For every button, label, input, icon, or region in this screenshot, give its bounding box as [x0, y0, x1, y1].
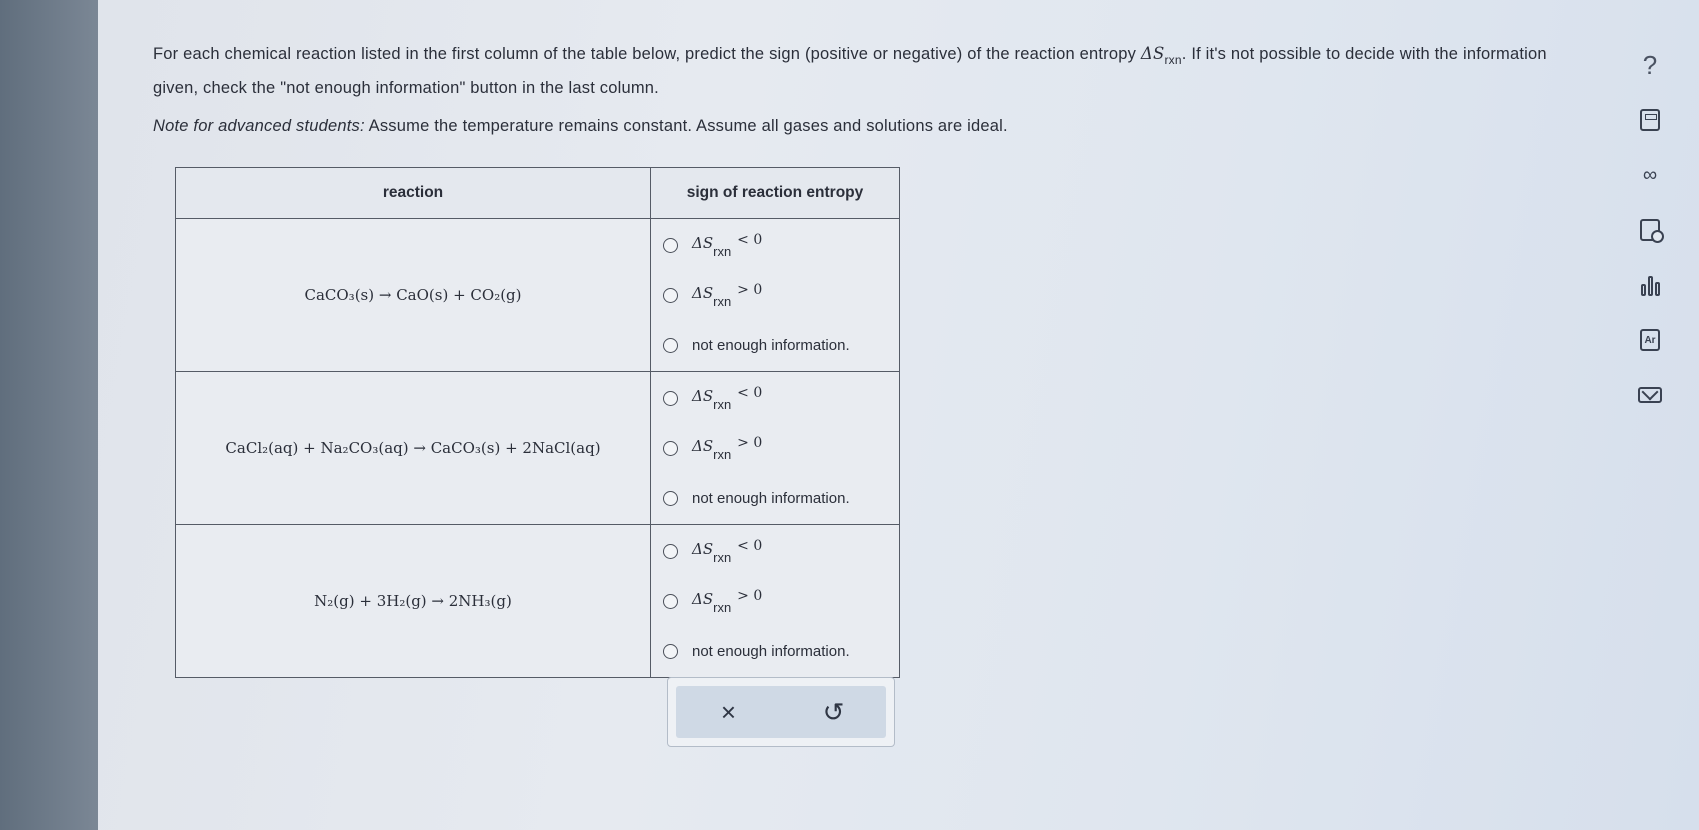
undo-button[interactable]: ↺	[822, 696, 845, 727]
action-bar-inner	[676, 686, 886, 738]
advanced-note	[153, 112, 1573, 140]
delta-s-label: ΔSrxn< 0	[692, 537, 763, 565]
delta-s-label: ΔSrxn< 0	[692, 231, 763, 259]
radio-button[interactable]	[663, 491, 678, 506]
delta-s-label: ΔSrxn> 0	[692, 434, 763, 462]
table-row	[176, 372, 900, 525]
delta-s-symbol: $\Delta S_{rxn}$	[1140, 44, 1182, 67]
radio-button[interactable]	[663, 288, 678, 303]
delta-s-label: ΔSrxn> 0	[692, 281, 763, 309]
reaction-cell: N₂(g) + 3H₂(g) → 2NH₃(g)	[176, 525, 651, 678]
calculator-icon[interactable]	[1635, 105, 1665, 135]
radio-button[interactable]	[663, 238, 678, 253]
answer-action-bar	[667, 677, 895, 747]
radio-button[interactable]	[663, 391, 678, 406]
option-label: not enough information.	[692, 489, 850, 507]
option-label: not enough information.	[692, 336, 850, 354]
radio-button[interactable]	[663, 441, 678, 456]
option-not-enough-info[interactable]	[663, 626, 899, 676]
note-label: Note for advanced students:	[153, 117, 365, 135]
radio-button[interactable]	[663, 338, 678, 353]
option-positive[interactable]	[663, 423, 899, 473]
instructions-text-2: . If it's not possible to decide with the information given, check the "not enough information" button in the last column.	[153, 45, 1547, 97]
data-chart-icon[interactable]	[1635, 270, 1665, 300]
radio-button[interactable]	[663, 644, 678, 659]
infinity-icon[interactable]: ∞	[1642, 163, 1658, 186]
header-reaction: reaction	[176, 168, 651, 219]
option-negative[interactable]	[663, 373, 899, 423]
option-not-enough-info[interactable]	[663, 473, 899, 523]
left-side-panel	[0, 0, 98, 830]
header-sign: sign of reaction entropy	[651, 168, 900, 219]
delta-s-label: ΔSrxn< 0	[692, 384, 763, 412]
table-row	[176, 525, 900, 678]
note-text: Assume the temperature remains constant. Assume all gases and solutions are ideal.	[364, 117, 1008, 135]
delta-s-label: ΔSrxn> 0	[692, 587, 763, 615]
options-cell	[651, 219, 900, 372]
side-toolbar	[1630, 50, 1670, 435]
clear-button[interactable]: ×	[720, 696, 737, 727]
help-button[interactable]: ?	[1642, 49, 1658, 80]
textbook-icon[interactable]	[1635, 215, 1665, 245]
question-prompt	[153, 40, 1573, 140]
options-cell	[651, 525, 900, 678]
option-positive[interactable]	[663, 576, 899, 626]
option-negative[interactable]	[663, 220, 899, 270]
mail-icon[interactable]	[1635, 380, 1665, 410]
option-label: not enough information.	[692, 642, 850, 660]
periodic-table-icon[interactable]: Ar	[1635, 325, 1665, 355]
table-row	[176, 219, 900, 372]
radio-button[interactable]	[663, 544, 678, 559]
reaction-cell: CaCl₂(aq) + Na₂CO₃(aq) → CaCO₃(s) + 2NaCl(aq)	[176, 372, 651, 525]
instructions	[153, 40, 1573, 102]
options-cell	[651, 372, 900, 525]
reaction-cell: CaCO₃(s) → CaO(s) + CO₂(g)	[176, 219, 651, 372]
instructions-text-1: For each chemical reaction listed in the first column of the table below, predict the sign (positive or negative) of the reaction entropy	[153, 45, 1141, 63]
option-negative[interactable]	[663, 526, 899, 576]
option-not-enough-info[interactable]	[663, 320, 899, 370]
table-header-row	[176, 168, 900, 219]
option-positive[interactable]	[663, 270, 899, 320]
reaction-table	[175, 167, 900, 678]
radio-button[interactable]	[663, 594, 678, 609]
